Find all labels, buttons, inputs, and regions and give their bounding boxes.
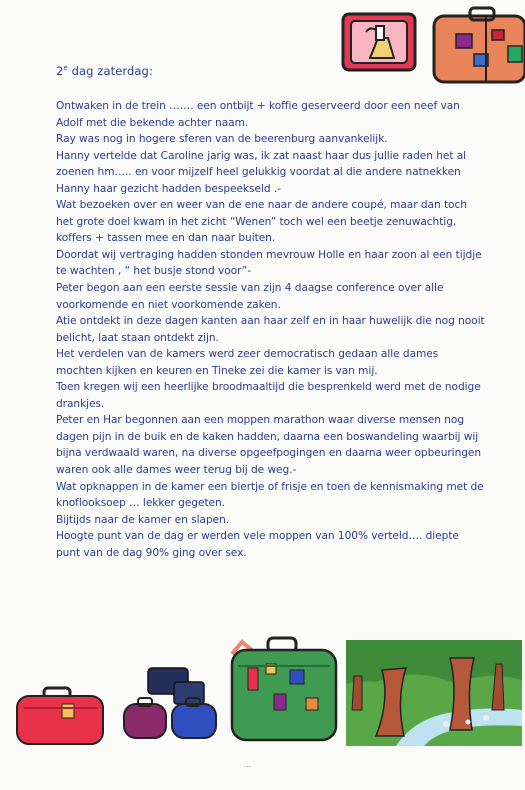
paragraph: Doordat wij vertraging hadden stonden mevrouw Holle en haar zoon al een tijdje te wachten , “ het busje stond voor”-	[56, 248, 482, 278]
clipart-red-suitcase	[14, 686, 106, 748]
page-footer-mark: ..	[246, 760, 252, 769]
story-body	[56, 98, 486, 561]
clipart-cleaning-picture	[340, 12, 422, 74]
paragraph: Ontwaken in de trein ……. een ontbijt + koffie geserveerd door een neef van Adolf met die bekende achter naam.	[56, 100, 460, 129]
paragraph: Ray was nog in hogere sferen van de beerenburg aanvankelijk.	[56, 133, 388, 146]
paragraph: Peter en Har begonnen aan een moppen marathon waar diverse mensen nog dagen pijn in de buik en de kaken hadden, daarna een boswandeling waarbij wij bijna verdwaald waren, na diverse opgeefpogingen en daarna weer opbeuringen waren ook alle dames weer terug bij de weg.-	[56, 414, 482, 477]
paragraph: Bijtijds naar de kamer en slapen.	[56, 513, 230, 526]
page-heading: 2e dag zaterdag:	[56, 64, 153, 78]
paragraph: Atie ontdekt in deze dagen kanten aan haar zelf en in haar huwelijk die nog nooit belicht, laat staan ontdekt zijn.	[56, 315, 485, 344]
paragraph: Hoogte punt van de dag er werden vele moppen van 100% verteld…. diepte punt van de dag 90% ging over sex.	[56, 530, 459, 559]
clipart-forest-path	[346, 640, 522, 746]
paragraph: Het verdelen van de kamers werd zeer democratisch gedaan alle dames mochten kijken en keuren en Tineke zei die kamer is van mij.	[56, 348, 439, 377]
clipart-suitcase-top	[430, 6, 525, 86]
clipart-bags-group	[122, 660, 226, 742]
paragraph: Wat bezoeken over en weer van de ene naar de andere coupé, maar dan toch het grote doel kwam in het zicht “Wenen” toch wel een beetje zenuwachtig, koffers + tassen mee en dan naar buiten.	[56, 199, 467, 245]
paragraph: Peter begon aan een eerste sessie van zijn 4 daagse conference over alle voorkomende en niet voorkomende zaken.	[56, 282, 444, 311]
paragraph: Hanny vertelde dat Caroline jarig was, ik zat naast haar dus jullie raden het al zoenen hm….. en voor mijzelf heel gelukkig voordat al die andere natnekken Hanny haar gezicht hadden bespeekseld .-	[56, 149, 467, 195]
clipart-green-suitcase	[228, 634, 340, 746]
paragraph: Toen kregen wij een heerlijke broodmaaltijd die besprenkeld werd met de nodige drankjes.	[56, 381, 481, 410]
paragraph: Wat opknappen in de kamer een biertje of frisje en toen de kennismaking met de knoflooksoep … lekker gegeten.	[56, 480, 484, 510]
